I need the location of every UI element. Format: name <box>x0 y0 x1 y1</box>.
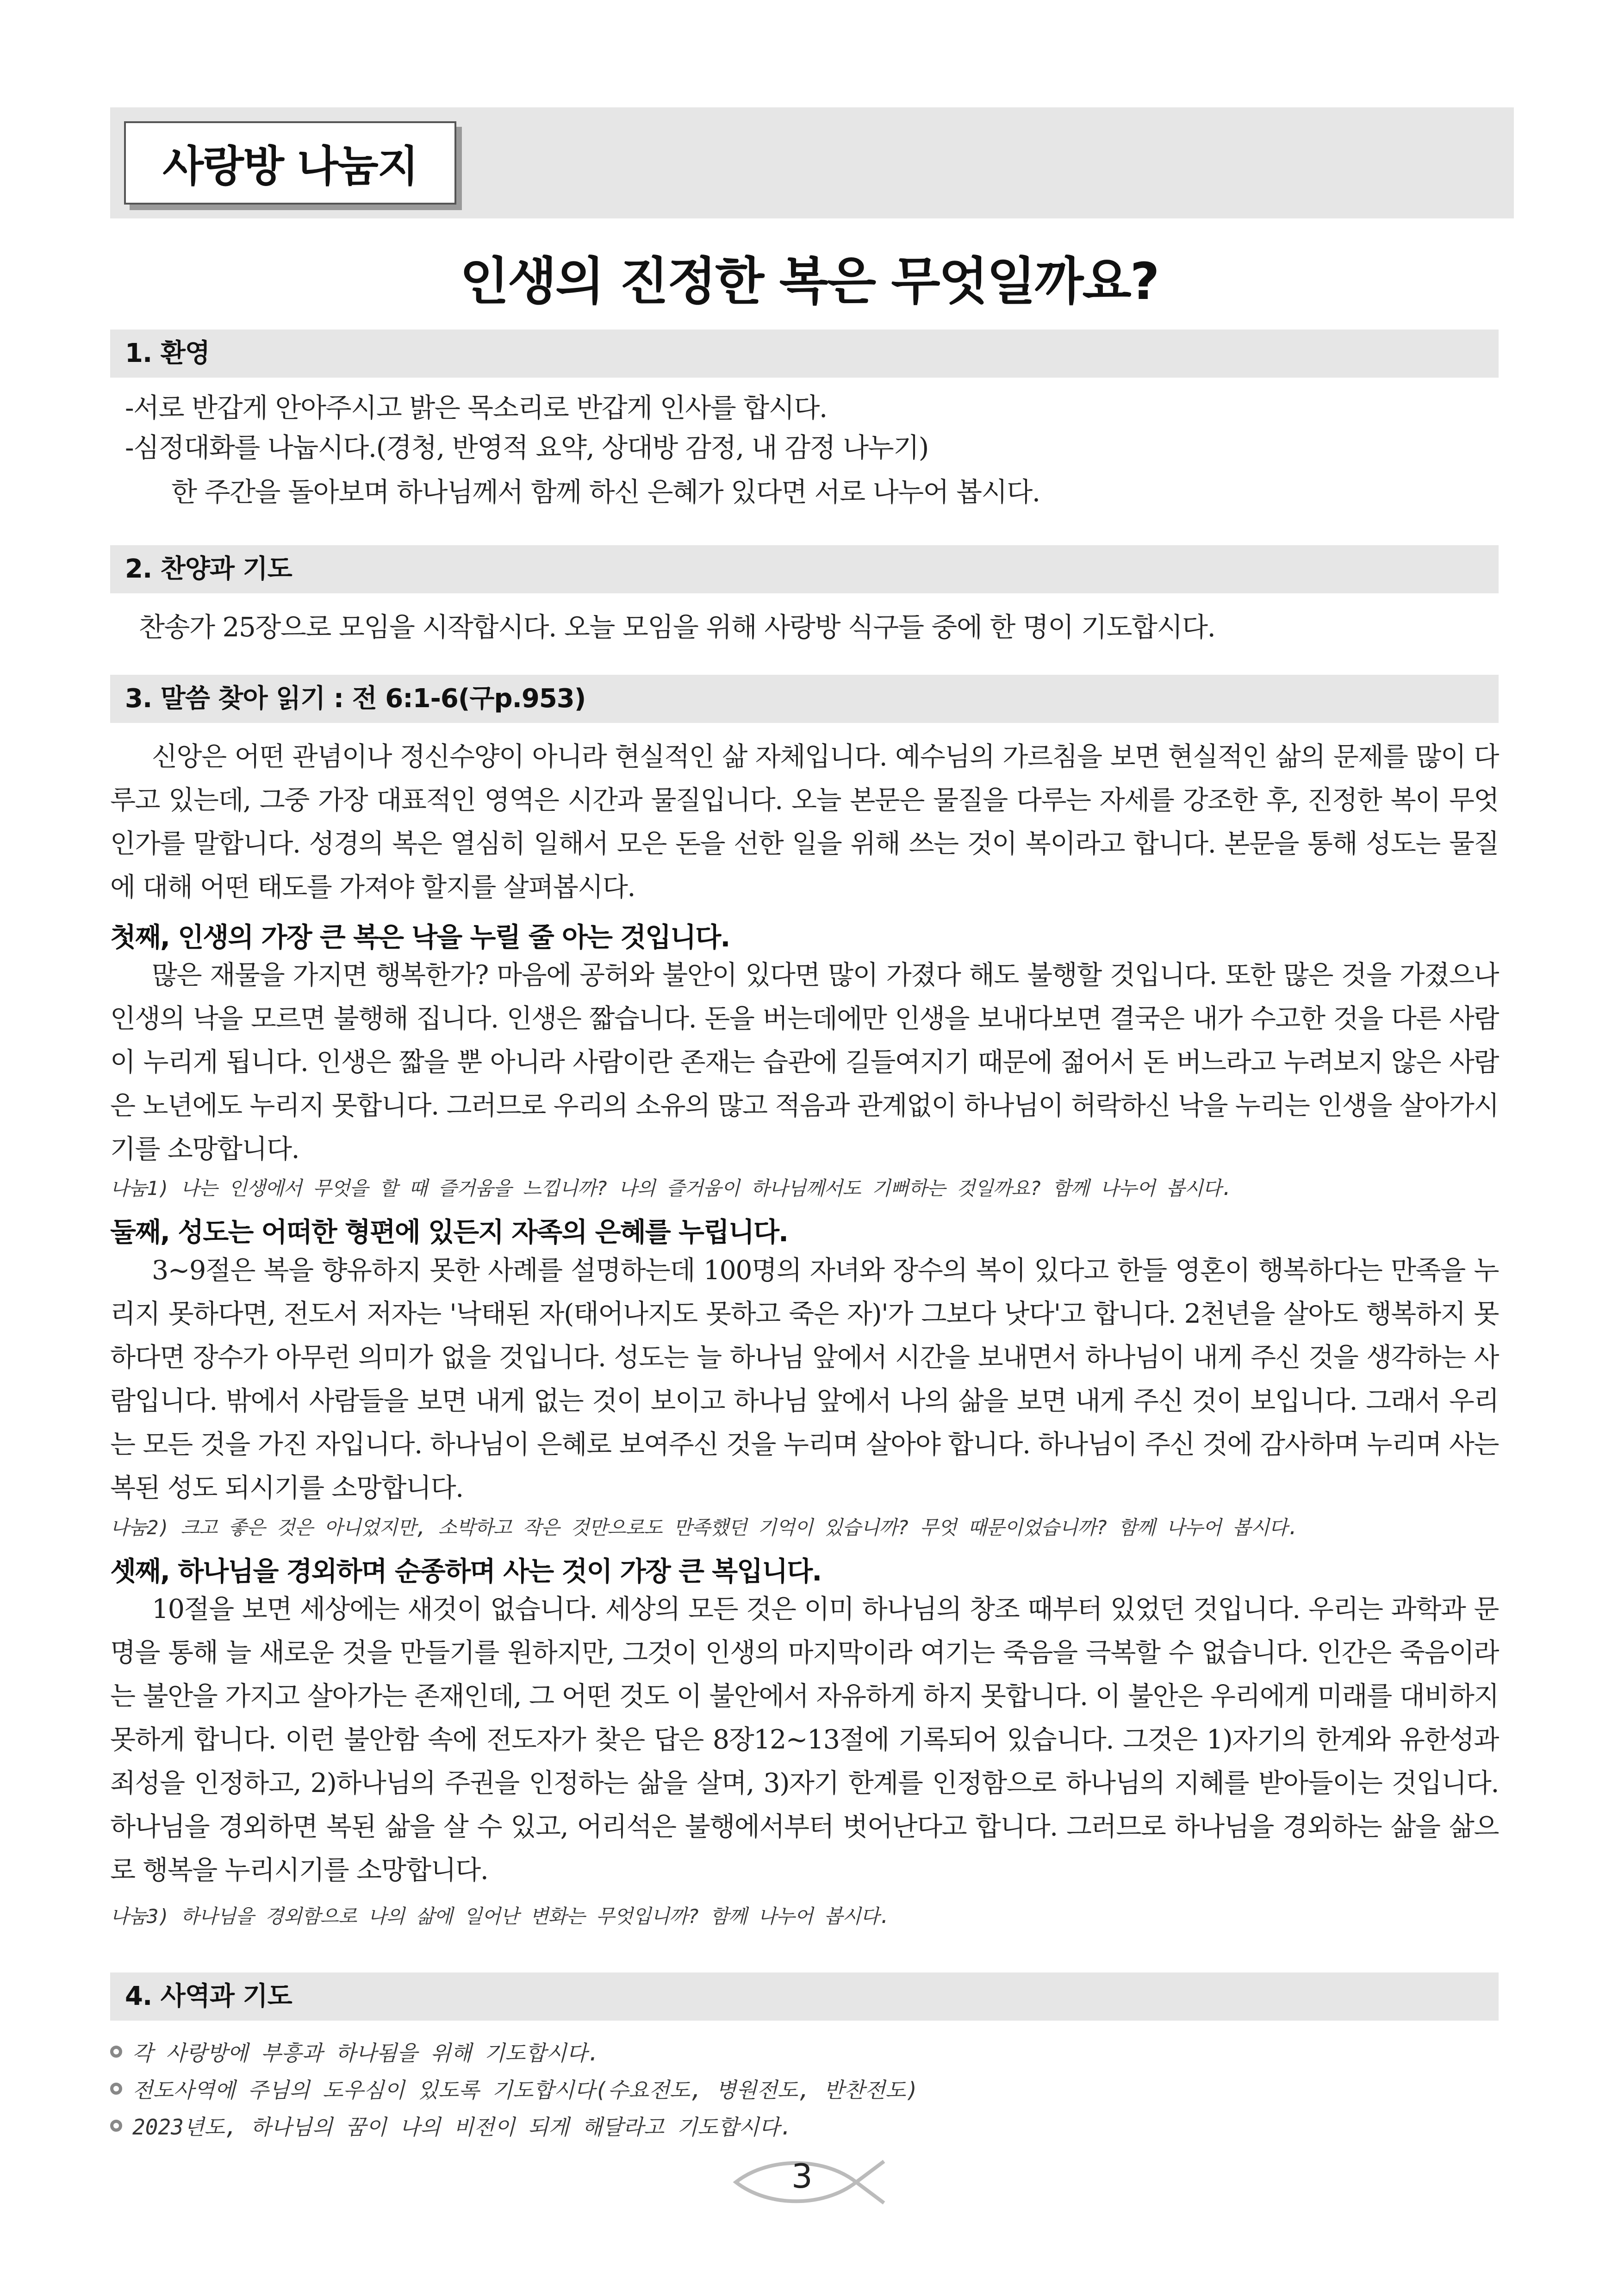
prayer-item <box>110 2073 919 2104</box>
welcome-line-1: -서로 반갑게 안아주시고 밝은 목소리로 반갑게 인사를 합시다. <box>125 392 827 423</box>
circle-bullet-icon <box>110 2046 122 2058</box>
point1-text: 많은 재물을 가지면 행복한가? 마음에 공허와 불안이 있다면 많이 가졌다 해도 불행할 것입니다. 또한 많은 것을 가졌으나 인생의 낙을 모르면 불행해 집니다. 인생은 짧습니다. 돈을 버는데에만 인생을 보내다보면 결국은 내가 수고한 것을 다른 사람이 누리게 됩니다. 인생은 짧을 뿐 아니라 사람이란 존재는 습관에 길들여지기 때문에 젊어서 돈 버느라고 누려보지 않은 사람은 노년에도 누리지 못합니다. 그러므로 우리의 소유의 많고 적음과 관계없이 하나님이 허락하신 낙을 누리는 인생을 살아가시기를 소망합니다. <box>110 960 1499 1164</box>
section-heading-welcome: 1. 환영 <box>110 330 1499 378</box>
prayer-item <box>110 2036 600 2067</box>
share-question-3: 나눔3) 하나님을 경외함으로 나의 삶에 일어난 변화는 무엇입니까? 함께 나누어 봅시다. <box>110 1905 890 1928</box>
point2-text: 3~9절은 복을 향유하지 못한 사례를 설명하는데 100명의 자녀와 장수의 복이 있다고 한들 영혼이 행복하다는 만족을 누리지 못하다면, 전도서 저자는 '낙태된 자(태어나지도 못하고 죽은 자)'가 그보다 낫다'고 합니다. 2천년을 살아도 행복하지 못하다면 장수가 아무런 의미가 없을 것입니다. 성도는 늘 하나님 앞에서 시간을 보내면서 하나님이 내게 주신 것을 생각하는 사람입니다. 밖에서 사람들을 보면 내게 없는 것이 보이고 하나님 앞에서 나의 삶을 보면 내게 주신 것이 보입니다. 그래서 우리는 모든 것을 가진 자입니다. 하나님이 은혜로 보여주신 것을 누리며 살아야 합니다. 하나님이 주신 것에 감사하며 누리며 사는 복된 성도 되시기를 소망합니다. <box>110 1255 1499 1503</box>
welcome-line-3: 한 주간을 돌아보며 하나님께서 함께 하신 은혜가 있다면 서로 나누어 봅시다. <box>171 476 1040 508</box>
point3-heading: 셋째, 하나님을 경외하며 순종하며 사는 것이 가장 큰 복입니다. <box>110 1556 821 1587</box>
header-label: 사랑방 나눔지 <box>124 121 456 205</box>
share-question-2: 나눔2) 크고 좋은 것은 아니었지만, 소박하고 작은 것만으로도 만족했던 기억이 있습니까? 무엇 때문이었습니까? 함께 나누어 봅시다. <box>110 1516 1299 1539</box>
circle-bullet-icon <box>110 2083 122 2095</box>
section-heading-praise: 2. 찬양과 기도 <box>110 545 1499 593</box>
page-number: 3 <box>791 2157 813 2196</box>
praise-text: 찬송가 25장으로 모임을 시작합시다. 오늘 모임을 위해 사랑방 식구들 중에 한 명이 기도합시다. <box>139 611 1215 643</box>
point3-text: 10절을 보면 세상에는 새것이 없습니다. 세상의 모든 것은 이미 하나님의 창조 때부터 있었던 것입니다. 우리는 과학과 문명을 통해 늘 새로운 것을 만들기를 원하지만, 그것이 인생의 마지막이라 여기는 죽음을 극복할 수 없습니다. 인간은 죽음이라는 불안을 가지고 살아가는 존재인데, 그 어떤 것도 이 불안에서 자유하게 하지 못합니다. 이 불안은 우리에게 미래를 대비하지 못하게 합니다. 이런 불안함 속에 전도자가 찾은 답은 8장12~13절에 기록되어 있습니다. 그것은 1)자기의 한계와 유한성과 죄성을 인정하고, 2)하나님의 주권을 인정하는 삶을 살며, 3)자기 한계를 인정함으로 하나님의 지혜를 받아들이는 것입니다. 하나님을 경외하면 복된 삶을 살 수 있고, 어리석은 불행에서부터 벗어난다고 합니다. 그러므로 하나님을 경외하는 삶을 삶으로 행복을 누리시기를 소망합니다. <box>110 1594 1499 1885</box>
scripture-intro: 신앙은 어떤 관념이나 정신수양이 아니라 현실적인 삶 자체입니다. 예수님의 가르침을 보면 현실적인 삶의 문제를 많이 다루고 있는데, 그중 가장 대표적인 영역은 시간과 물질입니다. 오늘 본문은 물질을 다루는 자세를 강조한 후, 진정한 복이 무엇인가를 말합니다. 성경의 복은 열심히 일해서 모은 돈을 선한 일을 위해 쓰는 것이 복이라고 합니다. 본문을 통해 성도는 물질에 대해 어떤 태도를 가져야 할지를 살펴봅시다. <box>110 741 1499 902</box>
section-heading-ministry: 4. 사역과 기도 <box>110 1972 1499 2021</box>
page-title: 인생의 진정한 복은 무엇일까요? <box>460 252 1158 311</box>
prayer-item-text: 전도사역에 주님의 도우심이 있도록 기도합시다(수요전도, 병원전도, 반찬전도) <box>132 2078 919 2103</box>
point1-heading: 첫째, 인생의 가장 큰 복은 낙을 누릴 줄 아는 것입니다. <box>110 921 730 953</box>
point2-heading: 둘째, 성도는 어떠한 형편에 있든지 자족의 은혜를 누립니다. <box>110 1216 788 1248</box>
prayer-item <box>110 2110 793 2141</box>
circle-bullet-icon <box>110 2120 122 2132</box>
section-heading-scripture: 3. 말씀 찾아 읽기 : 전 6:1-6(구p.953) <box>110 675 1499 723</box>
prayer-item-text: 2023년도, 하나님의 꿈이 나의 비전이 되게 해달라고 기도합시다. <box>132 2115 793 2140</box>
prayer-item-text: 각 사랑방에 부흥과 하나됨을 위해 기도합시다. <box>132 2041 600 2066</box>
share-question-1: 나눔1) 나는 인생에서 무엇을 할 때 즐거움을 느낍니까? 나의 즐거움이 하나님께서도 기뻐하는 것일까요? 함께 나누어 봅시다. <box>110 1177 1232 1200</box>
welcome-line-2: -심정대화를 나눕시다.(경청, 반영적 요약, 상대방 감정, 내 감정 나누기) <box>125 432 928 463</box>
